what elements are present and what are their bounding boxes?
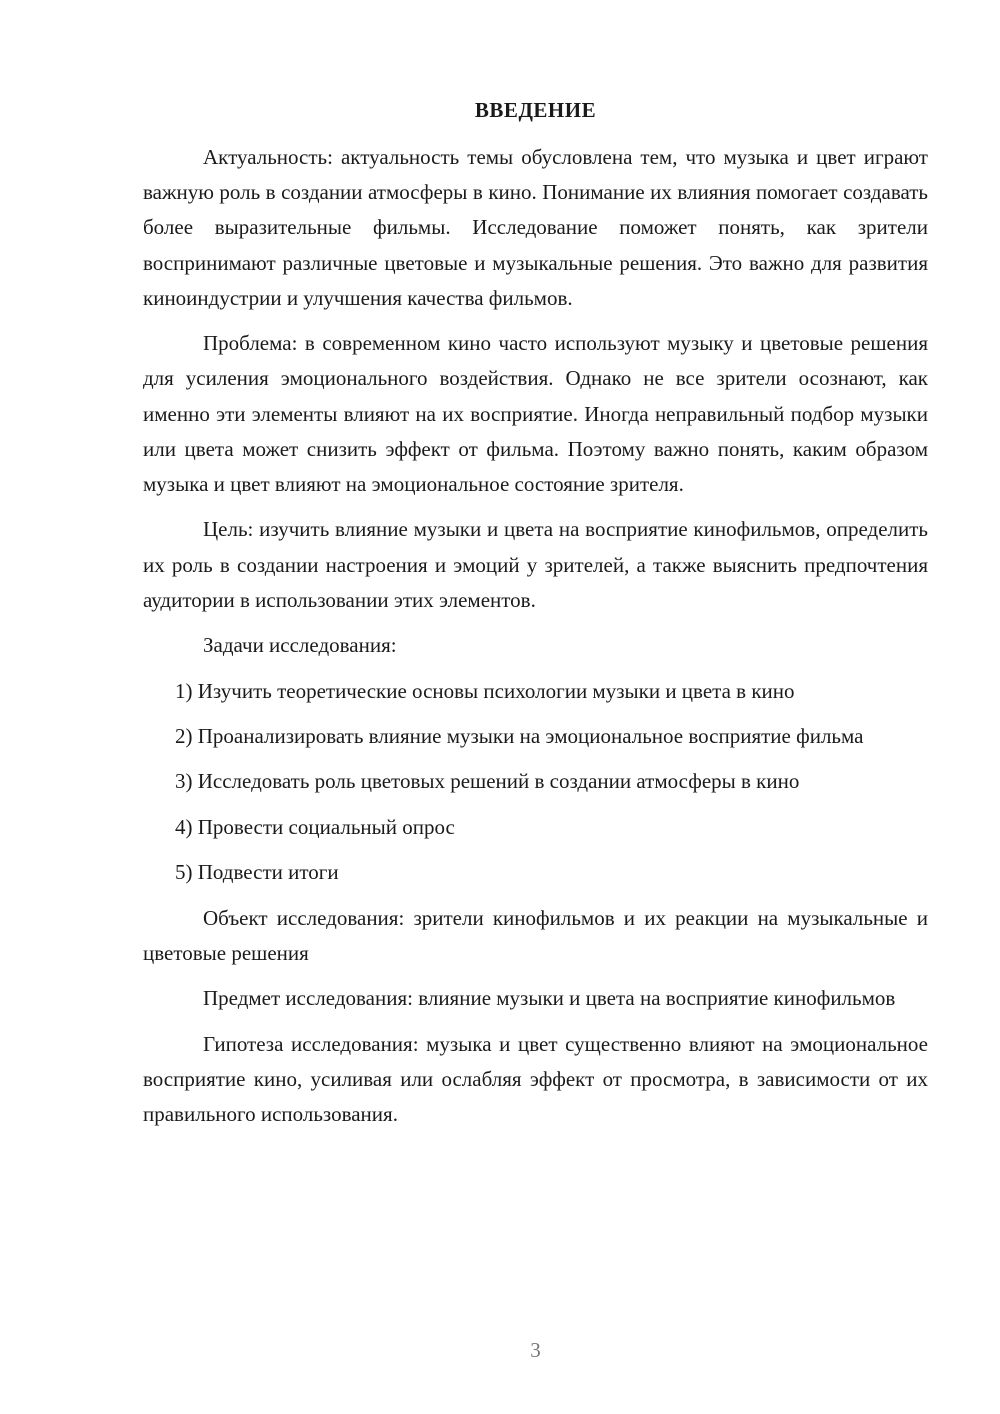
- document-body: [143, 140, 928, 1142]
- task-item: 1) Изучить теоретические основы психологии музыки и цвета в кино: [175, 678, 795, 703]
- paragraph-subject: Предмет исследования: влияние музыки и цвета на восприятие кинофильмов: [203, 986, 896, 1011]
- page-number: 3: [530, 1338, 541, 1362]
- document-page: [143, 0, 928, 1414]
- task-item: 4) Провести социальный опрос: [175, 814, 455, 839]
- paragraph-tasks-heading: Задачи исследования:: [203, 633, 397, 658]
- paragraph-problem: Проблема: в современном кино часто используют музыку и цветовые решения для усиления эмоционального воздействия. Однако не все зрители осознают, как именно эти элементы влияют на их восприятие. Иногда неправильный подбор музыки или цвета может снизить эффект от фильма. Поэтому важно понять, каким образом музыка и цвет влияют на эмоциональное состояние зрителя.: [143, 331, 928, 497]
- paragraph-goal: Цель: изучить влияние музыки и цвета на восприятие кинофильмов, определить их роль в создании настроения и эмоций у зрителей, а также выяснить предпочтения аудитории в использовании этих элементов.: [143, 517, 928, 612]
- section-title: ВВЕДЕНИЕ: [474, 98, 597, 122]
- paragraph-hypothesis: Гипотеза исследования: музыка и цвет существенно влияют на эмоциональное восприятие кино, усиливая или ослабляя эффект от просмотра, в зависимости от их правильного использования.: [143, 1031, 928, 1126]
- task-item: 3) Исследовать роль цветовых решений в создании атмосферы в кино: [175, 769, 800, 794]
- task-item: 2) Проанализировать влияние музыки на эмоциональное восприятие фильма: [175, 723, 864, 748]
- task-item: 5) Подвести итоги: [175, 860, 339, 885]
- paragraph-object: Объект исследования: зрители кинофильмов и их реакции на музыкальные и цветовые решения: [143, 905, 928, 965]
- paragraph-relevance: Актуальность: актуальность темы обусловлена тем, что музыка и цвет играют важную роль в создании атмосферы в кино. Понимание их влияния помогает создавать более выразительные фильмы. Исследование поможет понять, как зрители воспринимают различные цветовые и музыкальные решения. Это важно для развития киноиндустрии и улучшения качества фильмов.: [143, 145, 928, 310]
